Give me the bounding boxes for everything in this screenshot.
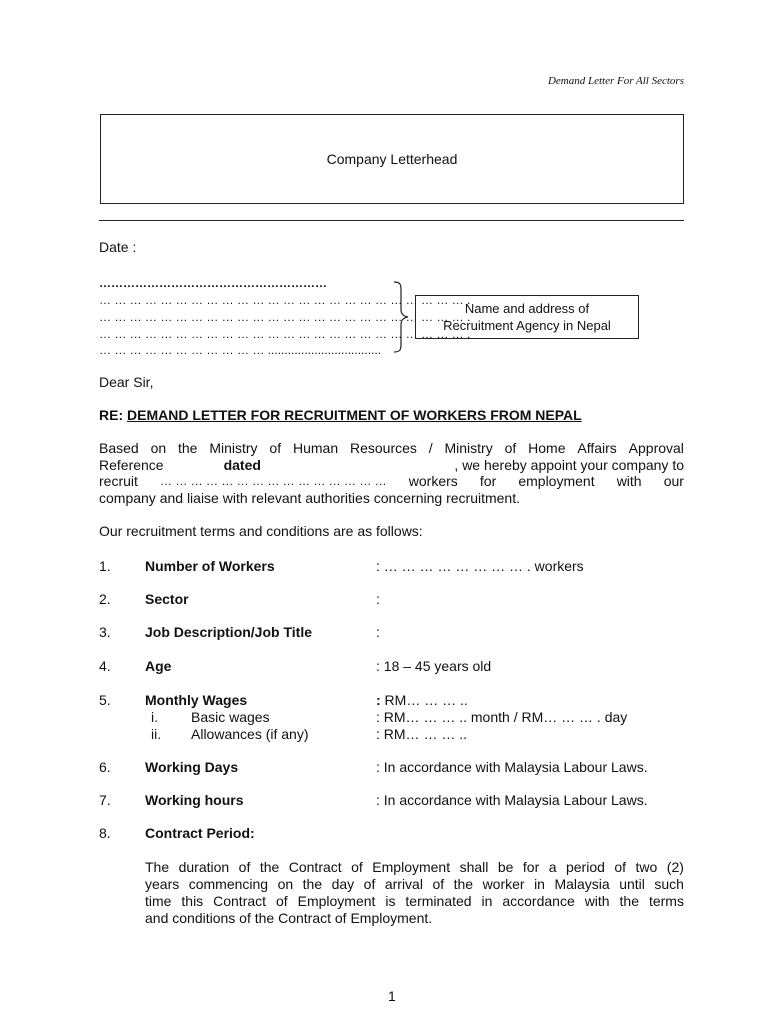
contract-line-4: and conditions of the Contract of Employment. bbox=[145, 910, 433, 926]
word: two bbox=[635, 859, 658, 875]
item-value-monthly-wages bbox=[376, 692, 468, 708]
address-line-1: ………………………………………………… bbox=[99, 276, 327, 290]
word: Contract bbox=[288, 859, 342, 875]
word: in bbox=[481, 893, 493, 909]
word: employment bbox=[518, 473, 595, 489]
word: time bbox=[145, 893, 172, 909]
sub-item-value-basic-wages: : RM… … … .. month / RM… … … . day bbox=[376, 709, 628, 725]
page-number: 1 bbox=[388, 988, 396, 1004]
word: accordance bbox=[502, 893, 575, 909]
word: on bbox=[150, 440, 167, 456]
word: the bbox=[453, 876, 474, 892]
item-value-working-hours: : In accordance with Malaysia Labour Laws. bbox=[376, 792, 648, 808]
word: The bbox=[145, 859, 170, 875]
dated-label: dated bbox=[223, 456, 261, 473]
word: Employment bbox=[297, 893, 376, 909]
sub-item-value-allowances: : RM… … … .. bbox=[376, 726, 467, 742]
word: years bbox=[145, 876, 180, 892]
word: workers bbox=[408, 473, 458, 489]
subject-line bbox=[99, 407, 582, 423]
item-value-job-title: : bbox=[376, 624, 380, 640]
date-label: Date : bbox=[99, 239, 137, 255]
body-paragraph bbox=[99, 440, 684, 506]
salutation: Dear Sir, bbox=[99, 374, 154, 390]
word: the bbox=[302, 876, 323, 892]
word: Affairs bbox=[577, 440, 617, 456]
appoint-text: , we hereby appoint your company to bbox=[454, 456, 684, 473]
word: commencing bbox=[188, 876, 269, 892]
item-label-age: Age bbox=[145, 658, 172, 674]
word: recruit bbox=[99, 473, 138, 489]
word: Ministry bbox=[209, 440, 258, 456]
word: with bbox=[616, 473, 642, 489]
word: / bbox=[428, 440, 433, 456]
word: of bbox=[614, 859, 627, 875]
subject-title: DEMAND LETTER FOR RECRUITMENT OF WORKERS FROM NEPAL bbox=[127, 407, 582, 423]
word: Ministry bbox=[444, 440, 493, 456]
word: duration bbox=[178, 859, 230, 875]
word: be bbox=[497, 859, 514, 875]
sub-item-label-basic-wages: Basic wages bbox=[191, 709, 270, 725]
item-label-working-hours: Working hours bbox=[145, 792, 244, 808]
sub-item-number: ii. bbox=[151, 726, 162, 742]
word: of bbox=[269, 440, 282, 456]
horizontal-rule bbox=[99, 220, 684, 221]
item-label-working-days: Working Days bbox=[145, 759, 239, 775]
word: day bbox=[331, 876, 355, 892]
wages-value: RM… … … .. bbox=[380, 692, 468, 708]
terms-intro: Our recruitment terms and conditions are as follows: bbox=[99, 523, 423, 539]
word: is bbox=[385, 893, 396, 909]
item-number: 1. bbox=[99, 558, 111, 574]
word: for bbox=[522, 859, 540, 875]
word: Resources bbox=[349, 440, 417, 456]
item-label-monthly-wages: Monthly Wages bbox=[145, 692, 248, 708]
item-number: 3. bbox=[99, 624, 111, 640]
item-number: 4. bbox=[99, 658, 111, 674]
address-line-3: … … … … … … … … … … … … … … … … … … … … … … … … . bbox=[99, 310, 471, 324]
address-line-4: … … … … … … … … … … … … … … … … … … … … … … … … . bbox=[99, 327, 471, 341]
curly-brace-icon bbox=[392, 281, 410, 353]
body-line-3 bbox=[99, 473, 684, 490]
item-number: 2. bbox=[99, 591, 111, 607]
word: of bbox=[351, 859, 363, 875]
agency-box-line-2: Recruitment Agency in Nepal bbox=[443, 318, 611, 333]
contract-line-2 bbox=[145, 876, 684, 893]
word: the bbox=[178, 440, 198, 456]
word: Contract bbox=[213, 893, 267, 909]
word: of bbox=[275, 893, 288, 909]
word: such bbox=[654, 876, 684, 892]
sub-item-label-allowances: Allowances (if any) bbox=[191, 726, 309, 742]
agency-box-line-1: Name and address of bbox=[464, 301, 590, 316]
word: of bbox=[363, 876, 376, 892]
item-label-sector: Sector bbox=[145, 591, 189, 607]
word: of bbox=[432, 876, 445, 892]
workers-count-placeholder: … … … … … … … … … … … … … … … bbox=[160, 474, 387, 488]
word: Human bbox=[292, 440, 339, 456]
item-number: 6. bbox=[99, 759, 111, 775]
item-label-job-title: Job Description/Job Title bbox=[145, 624, 312, 640]
contract-period-paragraph bbox=[145, 859, 684, 927]
word: period bbox=[565, 859, 605, 875]
item-value-sector: : bbox=[376, 591, 380, 607]
address-line-2: … … … … … … … … … … … … … … … … … … … … … … … … . bbox=[99, 293, 471, 307]
item-value-age: : 18 – 45 years old bbox=[376, 658, 492, 674]
word: the bbox=[619, 893, 639, 909]
word: Approval bbox=[628, 440, 684, 456]
item-label-contract-period: Contract Period: bbox=[145, 825, 255, 841]
word: with bbox=[584, 893, 610, 909]
word: Home bbox=[528, 440, 566, 456]
letterhead-text: Company Letterhead bbox=[326, 151, 458, 167]
word: for bbox=[479, 473, 497, 489]
letterhead-box bbox=[100, 114, 684, 204]
word: our bbox=[663, 473, 684, 489]
body-line-2 bbox=[99, 457, 684, 474]
recruitment-agency-box bbox=[415, 295, 639, 339]
address-line-5: … … … … … … … … … … … .................................. bbox=[99, 343, 382, 357]
word: a bbox=[548, 859, 557, 875]
document-header-note: Demand Letter For All Sectors bbox=[547, 75, 684, 87]
body-line-1 bbox=[99, 440, 684, 457]
wages-colon: : bbox=[376, 692, 381, 708]
word: terms bbox=[648, 893, 684, 909]
word: Malaysia bbox=[554, 876, 610, 892]
body-line-4: company and liaise with relevant authorities concerning recruitment. bbox=[99, 489, 520, 506]
word: Based bbox=[99, 440, 139, 456]
word: arrival bbox=[384, 876, 423, 892]
word: Employment bbox=[372, 859, 451, 875]
subject-prefix: RE: bbox=[99, 407, 127, 423]
word: in bbox=[534, 876, 545, 892]
sub-item-number: i. bbox=[151, 709, 158, 725]
item-value-working-days: : In accordance with Malaysia Labour Laws. bbox=[376, 759, 648, 775]
word: (2) bbox=[666, 859, 684, 875]
word: this bbox=[181, 893, 204, 909]
reference-label: Reference bbox=[99, 456, 164, 473]
item-value-number-of-workers: : … … … … … … … … . workers bbox=[376, 558, 584, 574]
item-number: 7. bbox=[99, 792, 111, 808]
word: of bbox=[238, 859, 251, 875]
word: of bbox=[504, 440, 517, 456]
word: terminated bbox=[405, 893, 472, 909]
contract-line-1 bbox=[145, 859, 684, 876]
item-number: 8. bbox=[99, 825, 111, 841]
contract-line-3 bbox=[145, 893, 684, 910]
word: the bbox=[259, 859, 280, 875]
word: shall bbox=[459, 859, 489, 875]
word: worker bbox=[482, 876, 525, 892]
word: on bbox=[277, 876, 294, 892]
item-label-number-of-workers: Number of Workers bbox=[145, 558, 275, 574]
word: until bbox=[619, 876, 645, 892]
item-number: 5. bbox=[99, 692, 111, 708]
